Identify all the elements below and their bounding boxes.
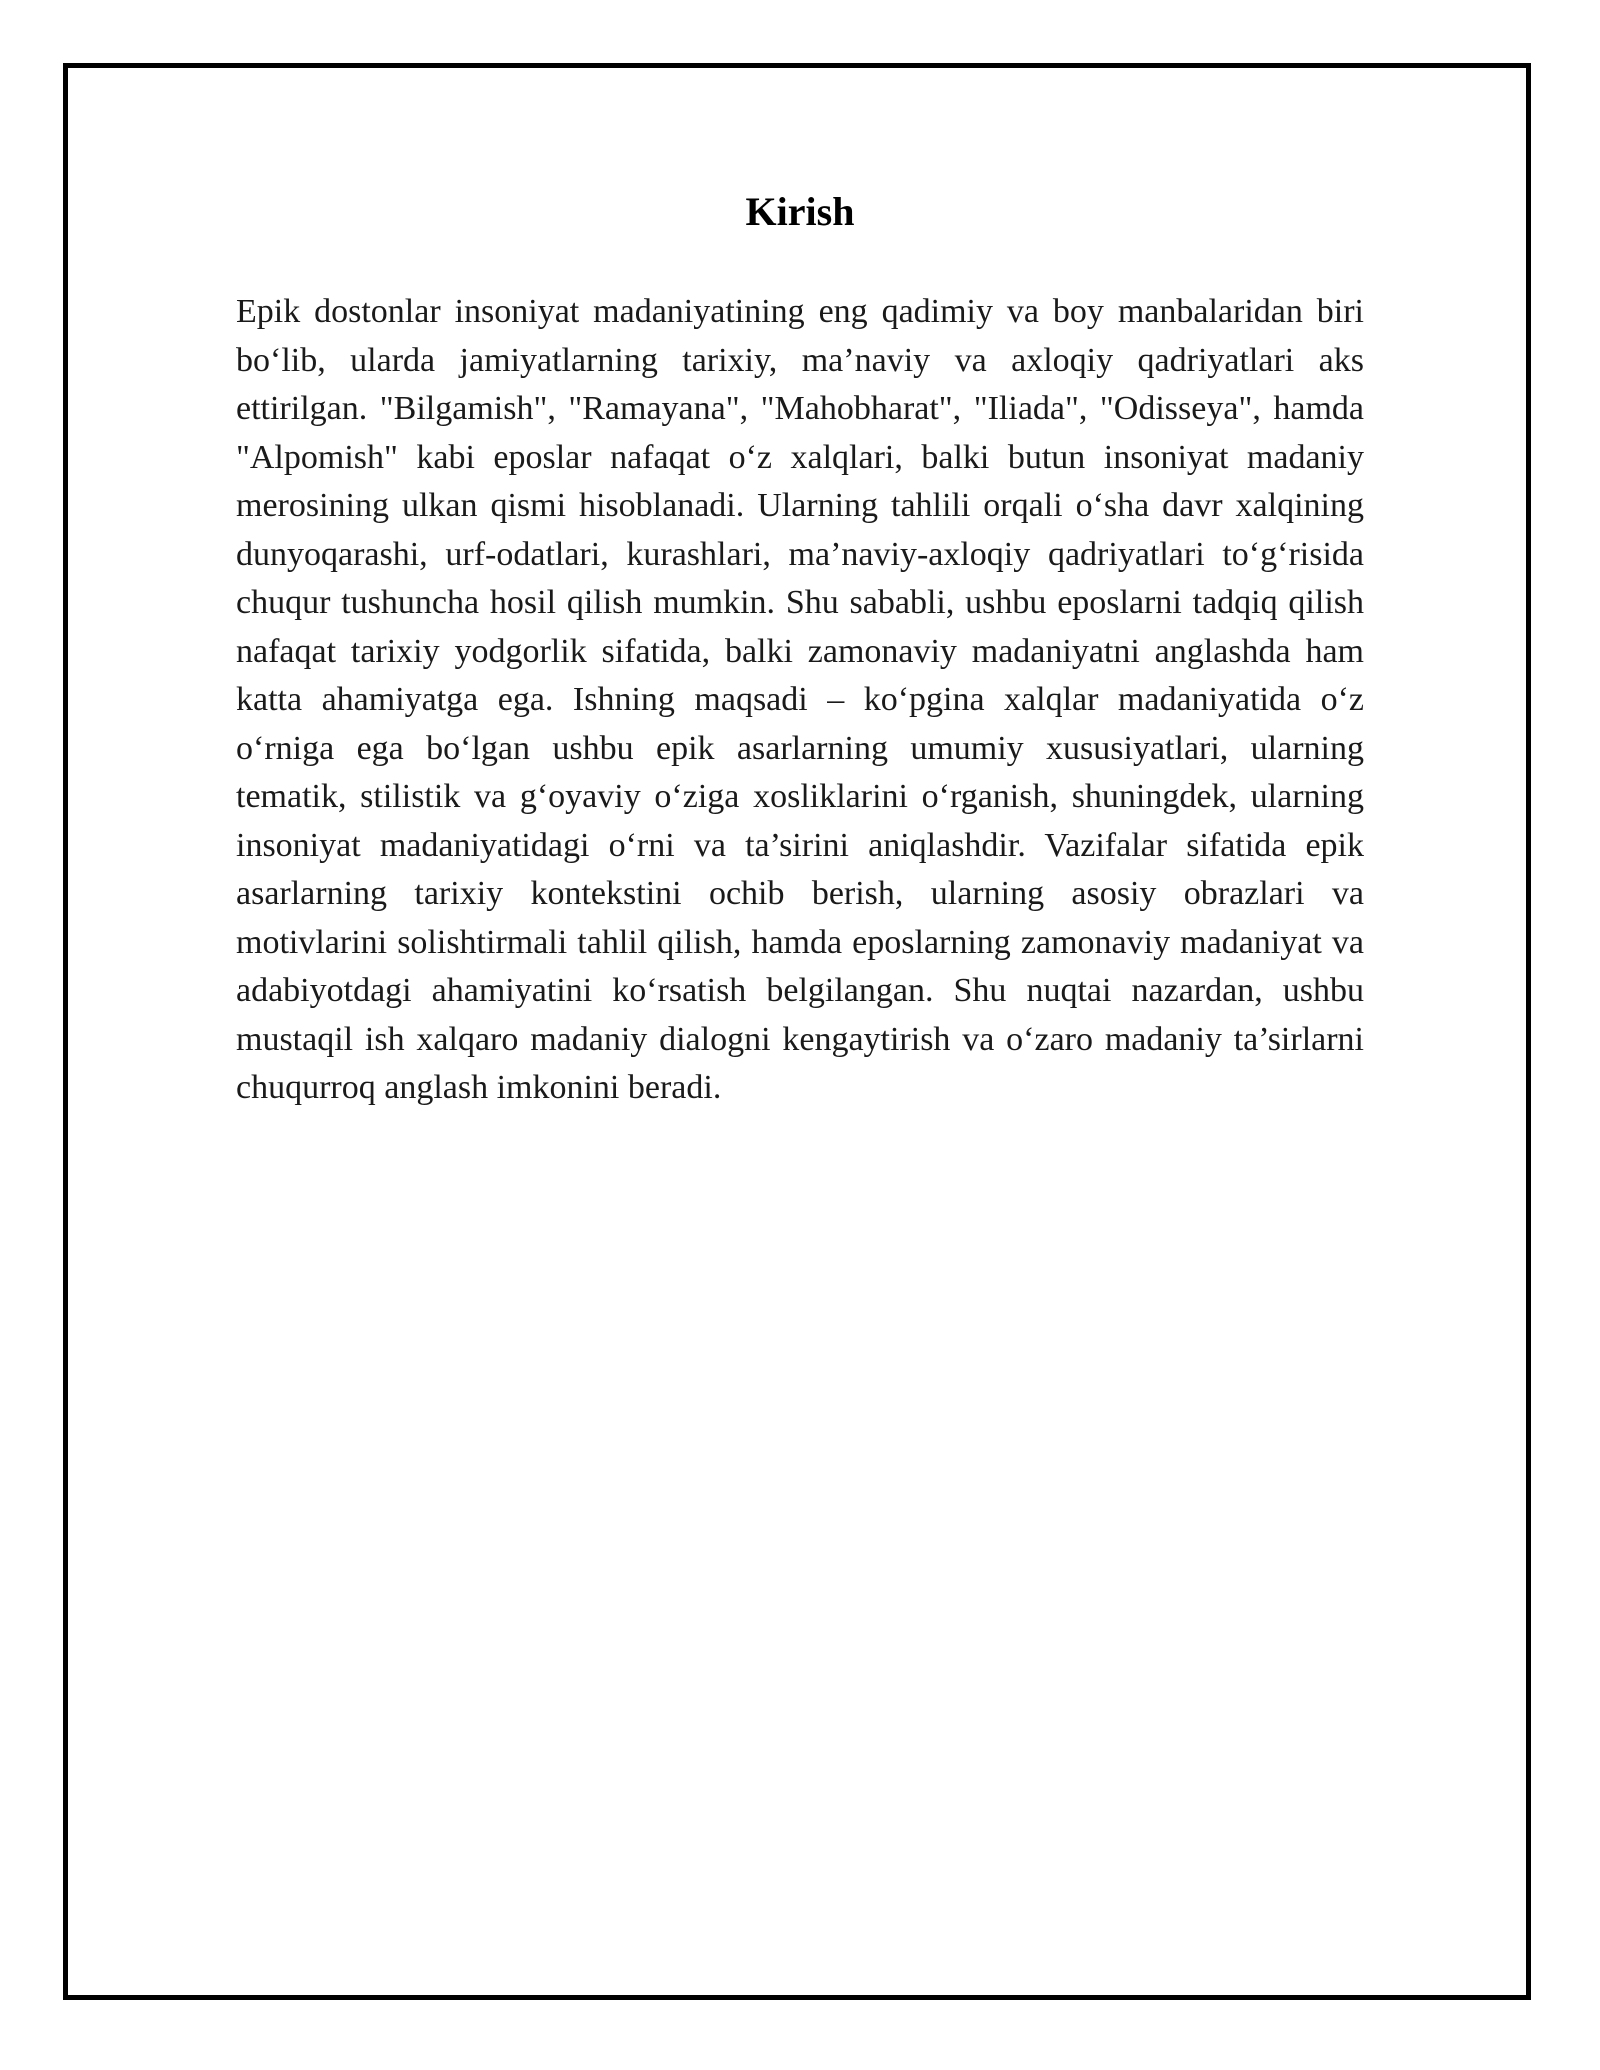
body-paragraph: Epik dostonlar insoniyat madaniyatining eng qadimiy va boy manbalaridan biri bo‘lib, ularda jamiyatlarning tarixiy, ma’naviy va axloqiy qadriyatlari aks ettirilgan. "Bilgamish", "Ramayana", "Mahobharat", "Iliada", "Odisseya", hamda "Alpomish" kabi eposlar nafaqat o‘z xalqlari, balki butun insoniyat madaniy merosining ulkan qismi hisoblanadi. Ularning tahlili orqali o‘sha davr xalqining dunyoqarashi, urf-odatlari, kurashlari, ma’naviy-axloqiy qadriyatlari to‘g‘risida chuqur tushuncha hosil qilish mumkin. Shu sababli, ushbu eposlarni tadqiq qilish nafaqat tarixiy yodgorlik sifatida, balki zamonaviy madaniyatni anglashda ham katta ahamiyatga ega. Ishning maqsadi – ko‘pgina xalqlar madaniyatida o‘z o‘rniga ega bo‘lgan ushbu epik asarlarning umumiy xususiyatlari, ularning tematik, stilistik va g‘oyaviy o‘ziga xosliklarini o‘rganish, shuningdek, ularning insoniyat madaniyatidagi o‘rni va ta’sirini aniqlashdir. Vazifalar sifatida epik asarlarning tarixiy kontekstini ochib berish, ularning asosiy obrazlari va motivlarini solishtirmali tahlil qilish, hamda eposlarning zamonaviy madaniyat va adabiyotdagi ahamiyatini ko‘rsatish belgilangan. Shu nuqtai nazardan, ushbu mustaqil ish xalqaro madaniy dialogni kengaytirish va o‘zaro madaniy ta’sirlarni chuqurroq anglash imkonini beradi.: [236, 293, 1364, 1106]
page-title: Kirish: [745, 189, 855, 234]
